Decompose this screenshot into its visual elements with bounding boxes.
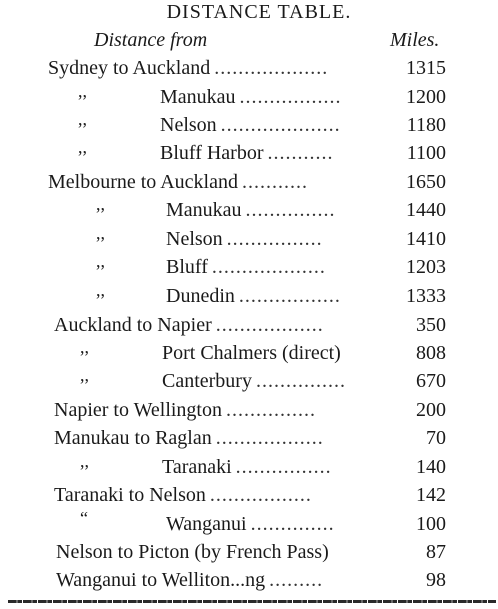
column-header-miles: Miles. [390,29,440,51]
route-name: Manukau [160,86,236,108]
dot-leader: ......... [269,569,324,591]
dot-leader: ........... [267,142,334,164]
ditto-mark: ,, [78,137,87,157]
route-name: Napier to Wellington [54,399,222,421]
dot-leader: .................... [220,114,341,136]
table-row [0,453,498,481]
miles-value: 140 [416,456,446,478]
table-row [0,139,498,167]
miles-value: 1100 [406,142,446,164]
dot-leader: ................. [238,285,341,307]
dot-leader: .................. [215,314,324,336]
route-name: Nelson [166,228,223,250]
table-row [0,538,498,566]
column-header-distance: Distance from [94,29,208,51]
route-name: Dunedin [166,285,235,307]
miles-value: 1315 [406,57,446,79]
route-name: Nelson to Picton (by French Pass) [56,541,329,563]
miles-value: 350 [416,314,446,336]
ditto-mark: ,, [96,223,105,243]
table-row [0,54,498,82]
miles-value: 100 [416,513,446,535]
route-name: Wanganui [166,513,247,535]
dot-leader: ................. [209,484,312,506]
miles-value: 70 [426,427,446,449]
bottom-rule [8,600,496,603]
miles-value: 1410 [406,228,446,250]
table-row [0,367,498,395]
table-row [0,196,498,224]
route-name: Taranaki to Nelson [54,484,206,506]
route-name: Sydney to Auckland [48,57,211,79]
route-name: Auckland to Napier [54,314,212,336]
table-row [0,111,498,139]
table-row [0,566,498,594]
table-row [0,311,498,339]
ditto-mark: ,, [80,451,89,471]
route-name: Manukau to Raglan [54,427,212,449]
route-name: Bluff [166,256,208,278]
route-name: Manukau [166,199,242,221]
miles-value: 200 [416,399,446,421]
table-row [0,339,498,367]
table-row [0,282,498,310]
ditto-mark: ,, [78,81,87,101]
miles-value: 1440 [406,199,446,221]
dot-leader: ............... [245,199,336,221]
dot-leader: .............. [250,513,335,535]
table-row [0,253,498,281]
miles-value: 1200 [406,86,446,108]
dot-leader: ................ [226,228,323,250]
dot-leader: ............... [255,370,346,392]
ditto-mark: ,, [78,109,87,129]
table-row [0,168,498,196]
dot-leader: .................. [215,427,324,449]
route-name: Port Chalmers (direct) [162,342,341,364]
page-title: DISTANCE TABLE. [166,1,352,23]
miles-value: 670 [416,370,446,392]
miles-value: 98 [426,569,446,591]
ditto-mark: ,, [96,194,105,214]
table-row [0,396,498,424]
miles-value: 1650 [406,171,446,193]
ditto-mark: ,, [80,365,89,385]
dot-leader: ................. [239,86,342,108]
miles-value: 1203 [406,256,446,278]
table-row [0,424,498,452]
dot-leader: ............... [226,399,316,421]
route-name: Nelson [160,114,217,136]
route-name: Bluff Harbor [160,142,264,164]
ditto-mark: ,, [96,280,105,300]
dot-leader: ........... [241,171,308,193]
table-row [0,510,498,538]
miles-value: 87 [426,541,446,563]
miles-value: 142 [416,484,446,506]
miles-value: 808 [416,342,446,364]
route-name: Taranaki [162,456,232,478]
route-name: Melbourne to Auckland [48,171,238,193]
table-row [0,481,498,509]
dot-leader: ................ [235,456,332,478]
ditto-mark: “ [80,508,88,528]
ditto-mark: ,, [96,251,105,271]
route-name: Wanganui to Welliton...ng [56,569,266,591]
route-name: Canterbury [162,370,252,392]
dot-leader: ................... [211,256,326,278]
miles-value: 1180 [406,114,446,136]
miles-value: 1333 [406,285,446,307]
table-row [0,225,498,253]
ditto-mark: ,, [80,337,89,357]
dot-leader: ................... [214,57,329,79]
table-row [0,83,498,111]
